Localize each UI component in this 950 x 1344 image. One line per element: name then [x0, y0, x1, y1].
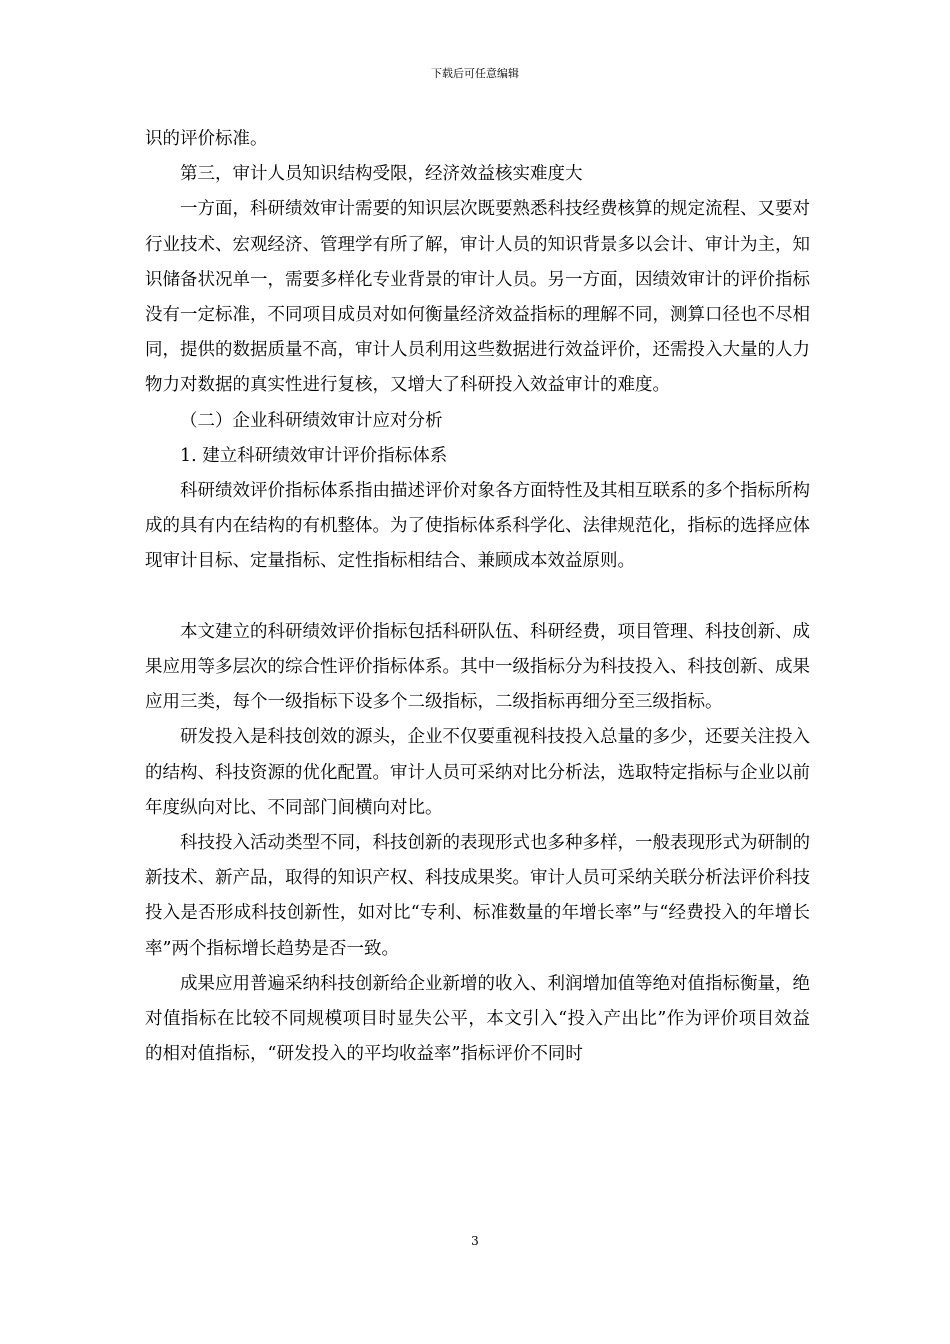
paragraph-knowledge-structure: 一方面，科研绩效审计需要的知识层次既要熟悉科技经费核算的规定流程、又要对行业技术、宏观经济、管理学有所了解，审计人员的知识背景多以会计、审计为主，知识储备状况单一，需要多样化专业背景的审计人员。另一方面，因绩效审计的评价指标没有一定标准，不同项目成员对如何衡量经济效益指标的理解不同，测算口径也不尽相同，提供的数据质量不高，审计人员利用这些数据进行效益评价，还需投入大量的人力物力对数据的真实性进行复核，又增大了科研投入效益审计的难度。	[145, 199, 810, 396]
document-body	[145, 122, 810, 1072]
paragraph-tech-innovation: 科技投入活动类型不同，科技创新的表现形式也多种多样，一般表现形式为研制的新技术、新产品，取得的知识产权、科技成果奖。审计人员可采纳关联分析法评价科技投入是否形成科技创新性，如对比“专利、标准数量的年增长率”与“经费投入的年增长率”两个指标增长趋势是否一致。	[145, 833, 810, 959]
paragraph-continued: 识的评价标准。	[145, 129, 268, 149]
paragraph-indicator-definition: 科研绩效评价指标体系指由描述评价对象各方面特性及其相互联系的多个指标所构成的具有内在结构的有机整体。为了使指标体系科学化、法律规范化，指标的选择应体现审计目标、定量指标、定性指标相结合、兼顾成本效益原则。	[145, 481, 810, 572]
paragraph-outcome-application: 成果应用普遍采纳科技创新给企业新增的收入、利润增加值等绝对值指标衡量，绝对值指标在比较不同规模项目时显失公平，本文引入“投入产出比”作为评价项目效益的相对值指标，“研发投入的平均收益率”指标评价不同时	[145, 973, 810, 1065]
section-heading-countermeasures: （二）企业科研绩效审计应对分析	[180, 410, 443, 431]
paragraph-indicator-levels: 本文建立的科研绩效评价指标包括科研队伍、科研经费，项目管理、科技创新、成果应用等多层次的综合性评价指标体系。其中一级指标分为科技投入、科技创新、成果应用三类，每个一级指标下设多个二级指标，二级指标再细分至三级指标。	[145, 621, 810, 713]
section-heading-third-issue: 第三，审计人员知识结构受限，经济效益核实难度大	[180, 164, 583, 185]
page-header: 下载后可任意编辑	[431, 67, 519, 80]
blank-line	[145, 580, 810, 615]
subsection-heading-indicator-system: 1. 建立科研绩效审计评价指标体系	[180, 445, 448, 466]
paragraph-rd-input: 研发投入是科技创效的源头，企业不仅要重视科技投入总量的多少，还要关注投入的结构、科技资源的优化配置。审计人员可采纳对比分析法，选取特定指标与企业以前年度纵向对比、不同部门间横向对比。	[145, 727, 810, 818]
page-number: 3	[471, 1234, 479, 1248]
